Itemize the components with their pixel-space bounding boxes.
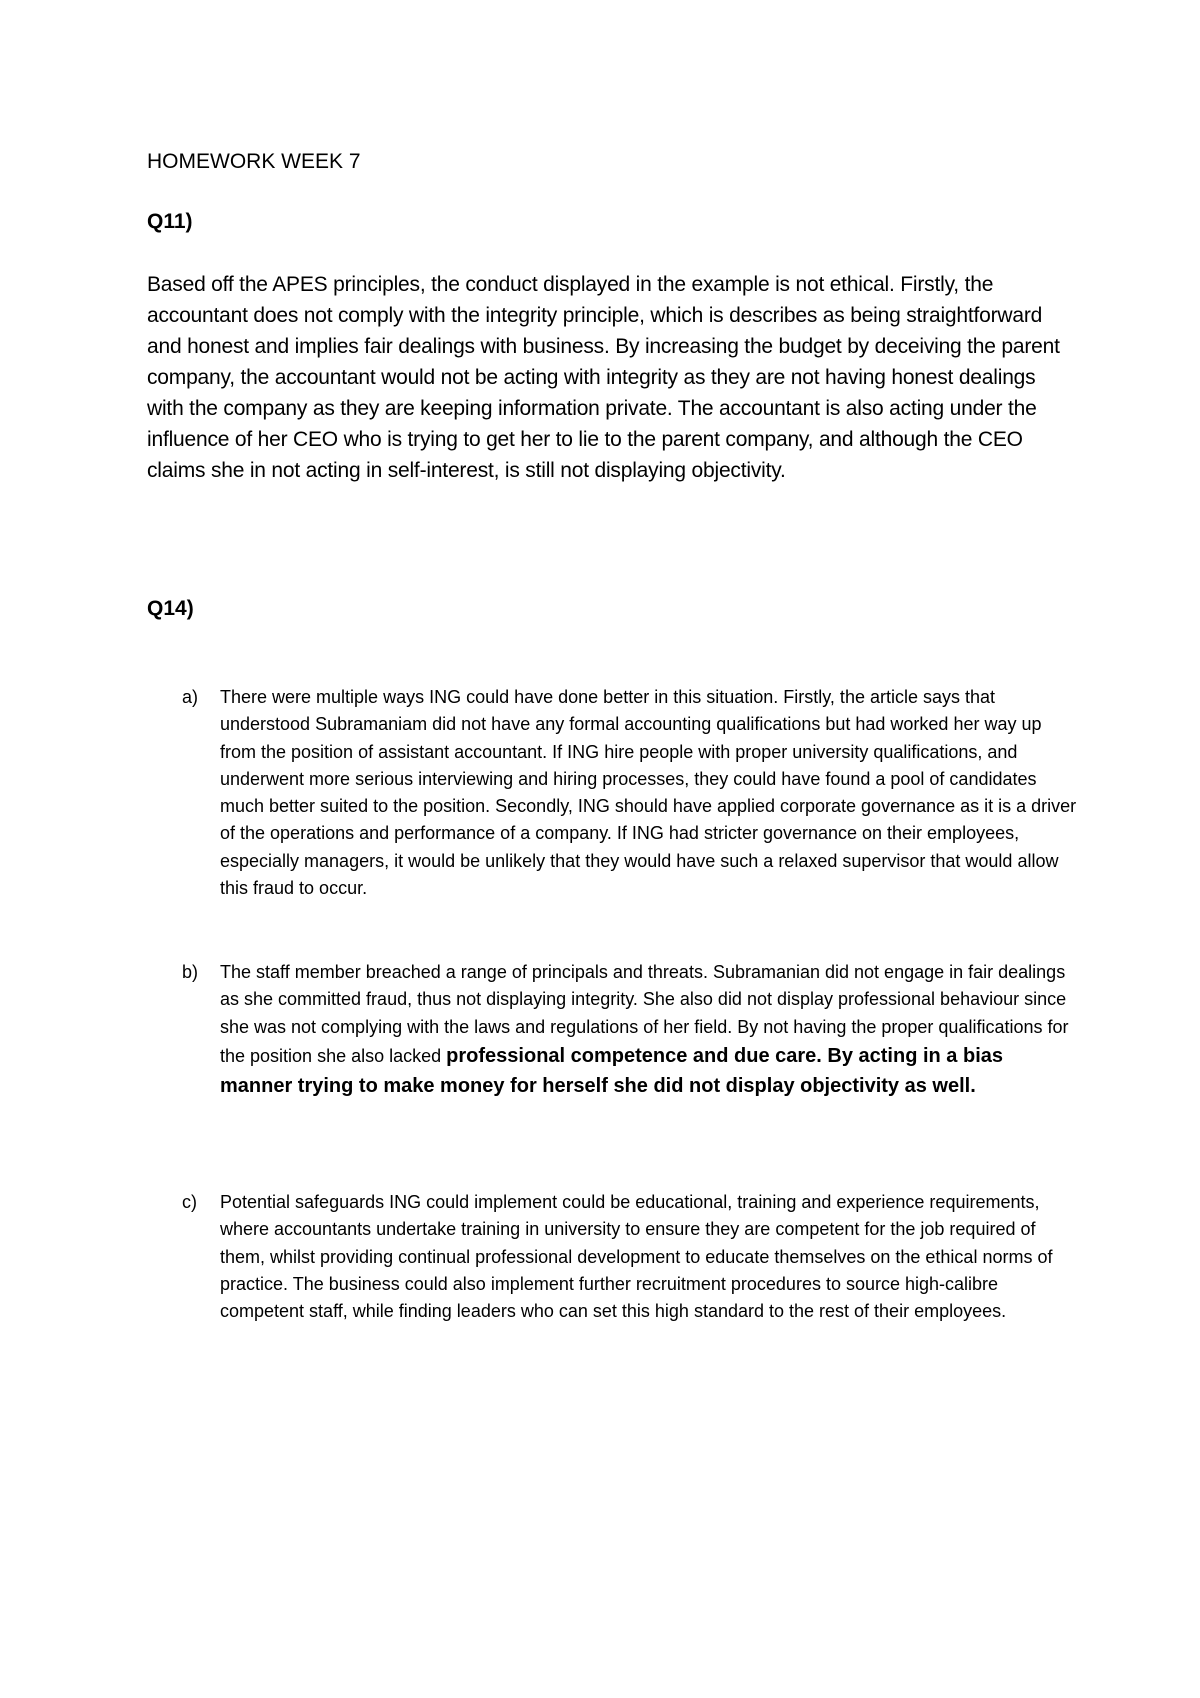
list-marker-c: c) <box>182 1192 197 1212</box>
q14-item-a-text: There were multiple ways ING could have done better in this situation. Firstly, the article says that understood Subramaniam did not have any formal accounting qualifications but had worked her way up from the position of assistant accountant. If ING hire people with proper university qualifications, and underwent more serious interviewing and hiring processes, they could have found a pool of candidates much better suited to the position. Secondly, ING should have applied corporate governance as it is a driver of the operations and performance of a company. If ING had stricter governance on their employees, especially managers, it would be unlikely that they would have such a relaxed supervisor that would allow this fraud to occur. <box>220 687 1077 899</box>
q11-answer-paragraph: Based off the APES principles, the conduct displayed in the example is not ethical. Firstly, the accountant does not comply with the integrity principle, which is describes as being straightforward and honest and implies fair dealings with business. By increasing the budget by deceiving the parent company, the accountant would not be acting with integrity as they are not having honest dealings with the company as they are keeping information private. The accountant is also acting under the influence of her CEO who is trying to get her to lie to the parent company, and although the CEO claims she in not acting in self-interest, is still not displaying objectivity. <box>147 273 1060 482</box>
q14-heading: Q14) <box>147 597 194 620</box>
q14-item-c-text: Potential safeguards ING could implement could be educational, training and experience requirements, where accountants undertake training in university to ensure they are competent for the job required of them, whilst providing continual professional development to educate themselves on the ethical norms of practice. The business could also implement further recruitment procedures to source high-calibre competent staff, while finding leaders who can set this high standard to the rest of their employees. <box>220 1192 1053 1322</box>
q14-item-b-paragraph <box>220 959 1080 1101</box>
list-marker-a: a) <box>182 687 199 707</box>
q11-heading: Q11) <box>147 210 193 233</box>
q14-item-b-text: The staff member breached a range of principals and threats. Subramanian did not engage in fair dealings as she committed fraud, thus not displaying integrity. She also did not display professional behaviour since she was not complying with the laws and regulations of her field. By not having the proper qualifications for the position she also lacked <box>220 962 1069 1066</box>
list-marker-b: b) <box>182 962 199 982</box>
document-title: HOMEWORK WEEK 7 <box>147 150 361 173</box>
q14-item-b-emphasis-text: professional competence and due care. By acting in a bias manner trying to make money for herself she did not display objectivity as well. <box>220 1044 1004 1097</box>
